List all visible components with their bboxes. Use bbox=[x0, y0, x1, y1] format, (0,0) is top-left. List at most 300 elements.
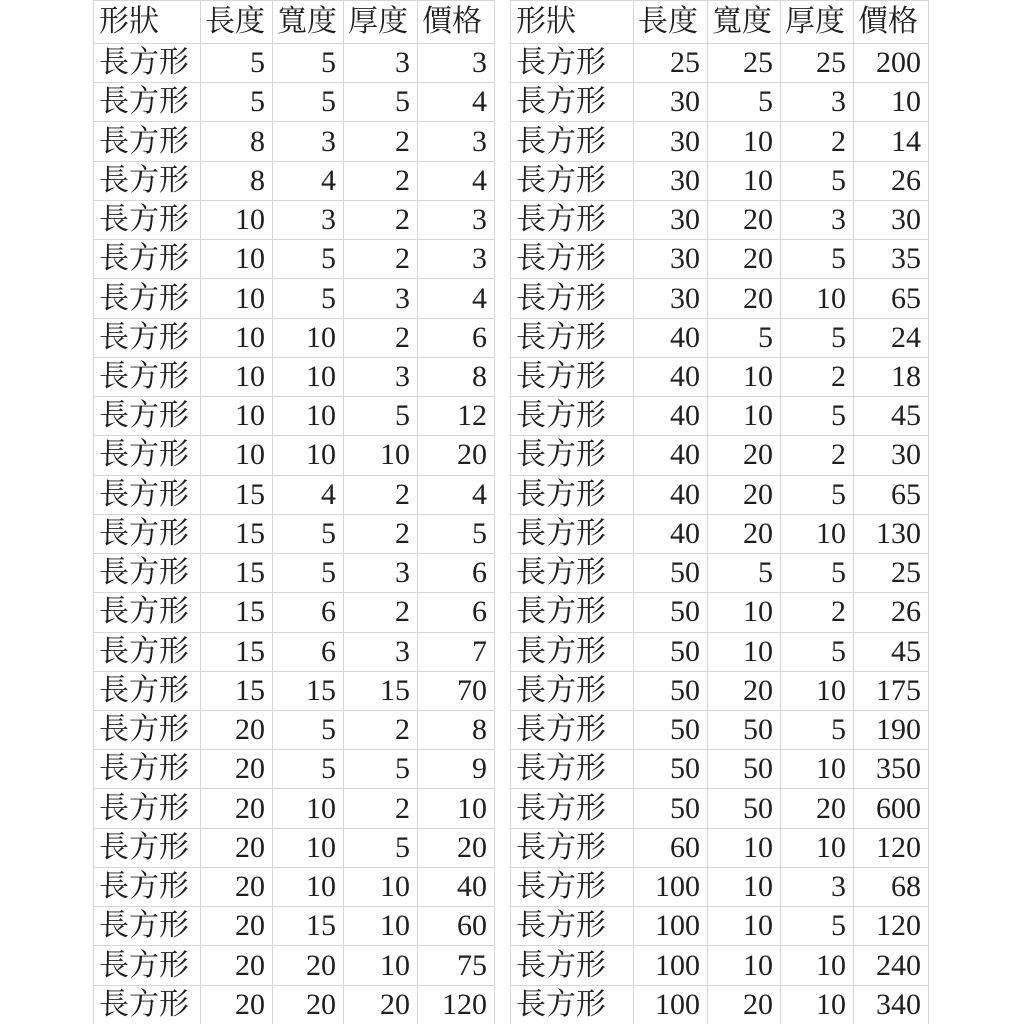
value-cell[interactable]: 20 bbox=[708, 671, 781, 710]
shape-cell[interactable]: 長方形 bbox=[94, 710, 201, 749]
shape-cell[interactable]: 長方形 bbox=[511, 514, 634, 553]
table-row bbox=[511, 514, 929, 553]
value-cell[interactable]: 50 bbox=[634, 632, 708, 671]
value-cell[interactable]: 10 bbox=[344, 946, 418, 985]
value-cell[interactable]: 10 bbox=[344, 436, 418, 475]
value-cell[interactable]: 75 bbox=[418, 946, 495, 985]
value-cell[interactable]: 3 bbox=[781, 83, 854, 122]
table-row bbox=[511, 240, 929, 279]
shape-cell[interactable]: 長方形 bbox=[511, 397, 634, 436]
value-cell[interactable]: 20 bbox=[273, 946, 344, 985]
value-cell[interactable]: 10 bbox=[781, 946, 854, 985]
value-cell[interactable]: 2 bbox=[344, 200, 418, 239]
shape-cell[interactable]: 長方形 bbox=[511, 200, 634, 239]
value-cell[interactable]: 10 bbox=[708, 828, 781, 867]
value-cell[interactable]: 50 bbox=[634, 710, 708, 749]
value-cell[interactable]: 10 bbox=[781, 750, 854, 789]
table-row bbox=[94, 122, 495, 161]
value-cell[interactable]: 10 bbox=[201, 397, 273, 436]
table-row bbox=[94, 200, 495, 239]
value-cell[interactable]: 14 bbox=[854, 122, 929, 161]
table-row bbox=[511, 475, 929, 514]
value-cell[interactable]: 5 bbox=[708, 83, 781, 122]
value-cell[interactable]: 10 bbox=[708, 867, 781, 906]
shape-cell[interactable]: 長方形 bbox=[511, 475, 634, 514]
value-cell[interactable]: 5 bbox=[273, 83, 344, 122]
value-cell[interactable]: 3 bbox=[344, 44, 418, 83]
shape-cell[interactable]: 長方形 bbox=[94, 83, 201, 122]
value-cell[interactable]: 10 bbox=[273, 789, 344, 828]
value-cell[interactable]: 24 bbox=[854, 318, 929, 357]
value-cell[interactable]: 30 bbox=[854, 200, 929, 239]
value-cell[interactable]: 10 bbox=[273, 397, 344, 436]
value-cell[interactable]: 10 bbox=[201, 279, 273, 318]
table-row bbox=[511, 946, 929, 985]
value-cell[interactable]: 4 bbox=[418, 83, 495, 122]
value-cell[interactable]: 2 bbox=[344, 710, 418, 749]
value-cell[interactable]: 10 bbox=[201, 318, 273, 357]
value-cell[interactable]: 120 bbox=[854, 907, 929, 946]
value-cell[interactable]: 10 bbox=[273, 828, 344, 867]
table-row bbox=[511, 710, 929, 749]
value-cell[interactable]: 10 bbox=[708, 593, 781, 632]
shape-cell[interactable]: 長方形 bbox=[94, 475, 201, 514]
value-cell[interactable]: 50 bbox=[634, 750, 708, 789]
table-row bbox=[511, 279, 929, 318]
value-cell[interactable]: 70 bbox=[418, 671, 495, 710]
header-cell-price[interactable]: 價格 bbox=[854, 1, 929, 44]
value-cell[interactable]: 30 bbox=[854, 436, 929, 475]
table-row bbox=[511, 985, 929, 1024]
value-cell[interactable]: 5 bbox=[708, 318, 781, 357]
shape-cell[interactable]: 長方形 bbox=[94, 240, 201, 279]
value-cell[interactable]: 20 bbox=[201, 907, 273, 946]
value-cell[interactable]: 20 bbox=[201, 789, 273, 828]
value-cell[interactable]: 20 bbox=[708, 200, 781, 239]
shape-cell[interactable]: 長方形 bbox=[94, 44, 201, 83]
shape-cell[interactable]: 長方形 bbox=[94, 867, 201, 906]
table-row bbox=[94, 240, 495, 279]
value-cell[interactable]: 10 bbox=[273, 436, 344, 475]
header-cell-price[interactable]: 價格 bbox=[418, 1, 495, 44]
value-cell[interactable]: 2 bbox=[344, 161, 418, 200]
value-cell[interactable]: 10 bbox=[781, 671, 854, 710]
header-cell-length[interactable]: 長度 bbox=[201, 1, 273, 44]
value-cell[interactable]: 2 bbox=[344, 318, 418, 357]
value-cell[interactable]: 60 bbox=[634, 828, 708, 867]
value-cell[interactable]: 20 bbox=[708, 475, 781, 514]
table-row bbox=[94, 397, 495, 436]
table-row bbox=[94, 83, 495, 122]
value-cell[interactable]: 15 bbox=[344, 671, 418, 710]
table-row bbox=[94, 789, 495, 828]
value-cell[interactable]: 5 bbox=[781, 240, 854, 279]
value-cell[interactable]: 15 bbox=[201, 671, 273, 710]
table-row bbox=[511, 593, 929, 632]
value-cell[interactable]: 100 bbox=[634, 946, 708, 985]
value-cell[interactable]: 20 bbox=[201, 710, 273, 749]
value-cell[interactable]: 3 bbox=[418, 200, 495, 239]
shape-cell[interactable]: 長方形 bbox=[511, 279, 634, 318]
value-cell[interactable]: 20 bbox=[201, 828, 273, 867]
value-cell[interactable]: 10 bbox=[781, 279, 854, 318]
value-cell[interactable]: 20 bbox=[201, 985, 273, 1024]
shape-cell[interactable]: 長方形 bbox=[511, 750, 634, 789]
value-cell[interactable]: 2 bbox=[344, 240, 418, 279]
value-cell[interactable]: 100 bbox=[634, 985, 708, 1024]
table-row bbox=[94, 907, 495, 946]
shape-cell[interactable]: 長方形 bbox=[511, 318, 634, 357]
value-cell[interactable]: 5 bbox=[781, 318, 854, 357]
value-cell[interactable]: 5 bbox=[201, 44, 273, 83]
value-cell[interactable]: 30 bbox=[634, 240, 708, 279]
table-row bbox=[94, 436, 495, 475]
header-cell-thickness[interactable]: 厚度 bbox=[344, 1, 418, 44]
value-cell[interactable]: 4 bbox=[273, 475, 344, 514]
value-cell[interactable]: 120 bbox=[854, 828, 929, 867]
value-cell[interactable]: 2 bbox=[781, 357, 854, 396]
value-cell[interactable]: 5 bbox=[344, 83, 418, 122]
shape-cell[interactable]: 長方形 bbox=[511, 789, 634, 828]
value-cell[interactable]: 10 bbox=[781, 828, 854, 867]
value-cell[interactable]: 15 bbox=[201, 475, 273, 514]
value-cell[interactable]: 3 bbox=[344, 632, 418, 671]
value-cell[interactable]: 3 bbox=[273, 200, 344, 239]
value-cell[interactable]: 4 bbox=[273, 161, 344, 200]
value-cell[interactable]: 3 bbox=[418, 122, 495, 161]
value-cell[interactable]: 50 bbox=[708, 710, 781, 749]
value-cell[interactable]: 26 bbox=[854, 593, 929, 632]
value-cell[interactable]: 3 bbox=[273, 122, 344, 161]
value-cell[interactable]: 120 bbox=[418, 985, 495, 1024]
value-cell[interactable]: 10 bbox=[708, 946, 781, 985]
value-cell[interactable]: 6 bbox=[273, 632, 344, 671]
value-cell[interactable]: 5 bbox=[273, 710, 344, 749]
value-cell[interactable]: 10 bbox=[273, 357, 344, 396]
value-cell[interactable]: 20 bbox=[708, 240, 781, 279]
shape-cell[interactable]: 長方形 bbox=[511, 867, 634, 906]
value-cell[interactable]: 5 bbox=[781, 397, 854, 436]
value-cell[interactable]: 65 bbox=[854, 475, 929, 514]
value-cell[interactable]: 20 bbox=[708, 985, 781, 1024]
value-cell[interactable]: 5 bbox=[344, 750, 418, 789]
value-cell[interactable]: 8 bbox=[418, 710, 495, 749]
value-cell[interactable]: 50 bbox=[708, 789, 781, 828]
table-row bbox=[511, 907, 929, 946]
value-cell[interactable]: 2 bbox=[781, 593, 854, 632]
value-cell[interactable]: 30 bbox=[634, 161, 708, 200]
value-cell[interactable]: 190 bbox=[854, 710, 929, 749]
value-cell[interactable]: 5 bbox=[344, 397, 418, 436]
value-cell[interactable]: 30 bbox=[634, 279, 708, 318]
shape-cell[interactable]: 長方形 bbox=[511, 632, 634, 671]
value-cell[interactable]: 20 bbox=[418, 828, 495, 867]
value-cell[interactable]: 5 bbox=[781, 475, 854, 514]
value-cell[interactable]: 20 bbox=[708, 514, 781, 553]
value-cell[interactable]: 30 bbox=[634, 200, 708, 239]
shape-cell[interactable]: 長方形 bbox=[94, 593, 201, 632]
shape-cell[interactable]: 長方形 bbox=[511, 240, 634, 279]
table-row bbox=[94, 750, 495, 789]
shape-cell[interactable]: 長方形 bbox=[94, 397, 201, 436]
value-cell[interactable]: 2 bbox=[344, 514, 418, 553]
value-cell[interactable]: 600 bbox=[854, 789, 929, 828]
value-cell[interactable]: 340 bbox=[854, 985, 929, 1024]
value-cell[interactable]: 7 bbox=[418, 632, 495, 671]
header-cell-width[interactable]: 寬度 bbox=[273, 1, 344, 44]
value-cell[interactable]: 3 bbox=[418, 240, 495, 279]
shape-cell[interactable]: 長方形 bbox=[94, 985, 201, 1024]
value-cell[interactable]: 6 bbox=[418, 593, 495, 632]
shape-cell[interactable]: 長方形 bbox=[94, 789, 201, 828]
value-cell[interactable]: 5 bbox=[273, 750, 344, 789]
value-cell[interactable]: 10 bbox=[344, 907, 418, 946]
value-cell[interactable]: 10 bbox=[201, 200, 273, 239]
shape-cell[interactable]: 長方形 bbox=[511, 357, 634, 396]
value-cell[interactable]: 20 bbox=[344, 985, 418, 1024]
value-cell[interactable]: 20 bbox=[201, 750, 273, 789]
value-cell[interactable]: 4 bbox=[418, 475, 495, 514]
shape-cell[interactable]: 長方形 bbox=[511, 83, 634, 122]
value-cell[interactable]: 25 bbox=[708, 44, 781, 83]
value-cell[interactable]: 5 bbox=[781, 161, 854, 200]
value-cell[interactable]: 20 bbox=[273, 985, 344, 1024]
table-row bbox=[94, 593, 495, 632]
value-cell[interactable]: 10 bbox=[781, 985, 854, 1024]
shape-cell[interactable]: 長方形 bbox=[511, 907, 634, 946]
value-cell[interactable]: 2 bbox=[344, 475, 418, 514]
value-cell[interactable]: 3 bbox=[781, 200, 854, 239]
value-cell[interactable]: 40 bbox=[418, 867, 495, 906]
table-row bbox=[511, 671, 929, 710]
table-row bbox=[511, 122, 929, 161]
value-cell[interactable]: 9 bbox=[418, 750, 495, 789]
table-row bbox=[94, 44, 495, 83]
value-cell[interactable]: 50 bbox=[634, 789, 708, 828]
value-cell[interactable]: 100 bbox=[634, 867, 708, 906]
value-cell[interactable]: 5 bbox=[708, 554, 781, 593]
value-cell[interactable]: 10 bbox=[708, 397, 781, 436]
value-cell[interactable]: 10 bbox=[708, 357, 781, 396]
value-cell[interactable]: 3 bbox=[344, 279, 418, 318]
value-cell[interactable]: 10 bbox=[418, 789, 495, 828]
header-cell-thickness[interactable]: 厚度 bbox=[781, 1, 854, 44]
value-cell[interactable]: 15 bbox=[201, 593, 273, 632]
value-cell[interactable]: 5 bbox=[273, 240, 344, 279]
value-cell[interactable]: 5 bbox=[781, 907, 854, 946]
value-cell[interactable]: 5 bbox=[781, 710, 854, 749]
header-cell-width[interactable]: 寬度 bbox=[708, 1, 781, 44]
shape-cell[interactable]: 長方形 bbox=[511, 671, 634, 710]
value-cell[interactable]: 240 bbox=[854, 946, 929, 985]
value-cell[interactable]: 5 bbox=[273, 279, 344, 318]
value-cell[interactable]: 20 bbox=[708, 436, 781, 475]
table-row bbox=[94, 867, 495, 906]
value-cell[interactable]: 40 bbox=[634, 514, 708, 553]
value-cell[interactable]: 25 bbox=[854, 554, 929, 593]
value-cell[interactable]: 10 bbox=[708, 161, 781, 200]
value-cell[interactable]: 40 bbox=[634, 397, 708, 436]
value-cell[interactable]: 15 bbox=[201, 632, 273, 671]
shape-cell[interactable]: 長方形 bbox=[94, 671, 201, 710]
value-cell[interactable]: 130 bbox=[854, 514, 929, 553]
table-row bbox=[511, 436, 929, 475]
shape-cell[interactable]: 長方形 bbox=[511, 161, 634, 200]
value-cell[interactable]: 2 bbox=[344, 593, 418, 632]
value-cell[interactable]: 2 bbox=[781, 122, 854, 161]
value-cell[interactable]: 15 bbox=[201, 514, 273, 553]
table-row bbox=[511, 357, 929, 396]
value-cell[interactable]: 5 bbox=[344, 828, 418, 867]
value-cell[interactable]: 3 bbox=[344, 554, 418, 593]
shape-cell[interactable]: 長方形 bbox=[511, 554, 634, 593]
shape-cell[interactable]: 長方形 bbox=[94, 436, 201, 475]
value-cell[interactable]: 8 bbox=[201, 122, 273, 161]
value-cell[interactable]: 12 bbox=[418, 397, 495, 436]
table-row bbox=[511, 161, 929, 200]
value-cell[interactable]: 10 bbox=[273, 318, 344, 357]
value-cell[interactable]: 10 bbox=[854, 83, 929, 122]
value-cell[interactable]: 25 bbox=[781, 44, 854, 83]
header-cell-length[interactable]: 長度 bbox=[634, 1, 708, 44]
value-cell[interactable]: 45 bbox=[854, 397, 929, 436]
shape-cell[interactable]: 長方形 bbox=[511, 593, 634, 632]
value-cell[interactable]: 5 bbox=[781, 554, 854, 593]
shape-cell[interactable]: 長方形 bbox=[94, 161, 201, 200]
value-cell[interactable]: 6 bbox=[418, 318, 495, 357]
value-cell[interactable]: 50 bbox=[634, 671, 708, 710]
value-cell[interactable]: 10 bbox=[201, 436, 273, 475]
value-cell[interactable]: 40 bbox=[634, 318, 708, 357]
shape-cell[interactable]: 長方形 bbox=[511, 436, 634, 475]
value-cell[interactable]: 3 bbox=[418, 44, 495, 83]
value-cell[interactable]: 20 bbox=[781, 789, 854, 828]
shape-cell[interactable]: 長方形 bbox=[94, 907, 201, 946]
shape-cell[interactable]: 長方形 bbox=[94, 357, 201, 396]
table-row bbox=[511, 554, 929, 593]
value-cell[interactable]: 20 bbox=[708, 279, 781, 318]
shape-cell[interactable]: 長方形 bbox=[511, 985, 634, 1024]
value-cell[interactable]: 350 bbox=[854, 750, 929, 789]
shape-cell[interactable]: 長方形 bbox=[94, 514, 201, 553]
shape-cell[interactable]: 長方形 bbox=[94, 279, 201, 318]
header-cell-shape[interactable]: 形狀 bbox=[511, 1, 634, 44]
value-cell[interactable]: 5 bbox=[273, 514, 344, 553]
value-cell[interactable]: 100 bbox=[634, 907, 708, 946]
value-cell[interactable]: 15 bbox=[273, 671, 344, 710]
value-cell[interactable]: 2 bbox=[344, 122, 418, 161]
shape-cell[interactable]: 長方形 bbox=[94, 946, 201, 985]
value-cell[interactable]: 5 bbox=[418, 514, 495, 553]
header-cell-shape[interactable]: 形狀 bbox=[94, 1, 201, 44]
shape-cell[interactable]: 長方形 bbox=[511, 828, 634, 867]
table-row bbox=[94, 279, 495, 318]
value-cell[interactable]: 10 bbox=[781, 514, 854, 553]
value-cell[interactable]: 20 bbox=[418, 436, 495, 475]
value-cell[interactable]: 8 bbox=[418, 357, 495, 396]
value-cell[interactable]: 65 bbox=[854, 279, 929, 318]
value-cell[interactable]: 6 bbox=[273, 593, 344, 632]
value-cell[interactable]: 45 bbox=[854, 632, 929, 671]
shape-cell[interactable]: 長方形 bbox=[511, 710, 634, 749]
value-cell[interactable]: 200 bbox=[854, 44, 929, 83]
value-cell[interactable]: 5 bbox=[273, 554, 344, 593]
value-cell[interactable]: 25 bbox=[634, 44, 708, 83]
table-row bbox=[94, 946, 495, 985]
value-cell[interactable]: 68 bbox=[854, 867, 929, 906]
value-cell[interactable]: 30 bbox=[634, 122, 708, 161]
shape-cell[interactable]: 長方形 bbox=[511, 44, 634, 83]
value-cell[interactable]: 3 bbox=[344, 357, 418, 396]
table-row bbox=[511, 318, 929, 357]
table-row bbox=[94, 828, 495, 867]
value-cell[interactable]: 26 bbox=[854, 161, 929, 200]
shape-cell[interactable]: 長方形 bbox=[94, 554, 201, 593]
header-row bbox=[511, 1, 929, 44]
shape-cell[interactable]: 長方形 bbox=[94, 200, 201, 239]
table-row bbox=[94, 632, 495, 671]
value-cell[interactable]: 35 bbox=[854, 240, 929, 279]
shape-cell[interactable]: 長方形 bbox=[511, 122, 634, 161]
value-cell[interactable]: 5 bbox=[201, 83, 273, 122]
value-cell[interactable]: 50 bbox=[634, 593, 708, 632]
value-cell[interactable]: 4 bbox=[418, 161, 495, 200]
table-row bbox=[511, 44, 929, 83]
shape-cell[interactable]: 長方形 bbox=[94, 750, 201, 789]
value-cell[interactable]: 4 bbox=[418, 279, 495, 318]
value-cell[interactable]: 10 bbox=[708, 122, 781, 161]
value-cell[interactable]: 10 bbox=[344, 867, 418, 906]
value-cell[interactable]: 5 bbox=[273, 44, 344, 83]
value-cell[interactable]: 40 bbox=[634, 436, 708, 475]
value-cell[interactable]: 2 bbox=[344, 789, 418, 828]
value-cell[interactable]: 20 bbox=[201, 867, 273, 906]
value-cell[interactable]: 15 bbox=[273, 907, 344, 946]
table-body-left bbox=[94, 44, 495, 1024]
value-cell[interactable]: 40 bbox=[634, 475, 708, 514]
table-row bbox=[94, 161, 495, 200]
value-cell[interactable]: 18 bbox=[854, 357, 929, 396]
shape-cell[interactable]: 長方形 bbox=[511, 946, 634, 985]
shape-cell[interactable]: 長方形 bbox=[94, 318, 201, 357]
table-row bbox=[94, 357, 495, 396]
table-row bbox=[94, 985, 495, 1024]
value-cell[interactable]: 30 bbox=[634, 83, 708, 122]
table-row bbox=[511, 828, 929, 867]
value-cell[interactable]: 20 bbox=[201, 946, 273, 985]
value-cell[interactable]: 10 bbox=[201, 357, 273, 396]
value-cell[interactable]: 2 bbox=[781, 436, 854, 475]
value-cell[interactable]: 3 bbox=[781, 867, 854, 906]
value-cell[interactable]: 15 bbox=[201, 554, 273, 593]
value-cell[interactable]: 40 bbox=[634, 357, 708, 396]
value-cell[interactable]: 10 bbox=[708, 632, 781, 671]
value-cell[interactable]: 5 bbox=[781, 632, 854, 671]
shape-cell[interactable]: 長方形 bbox=[94, 828, 201, 867]
value-cell[interactable]: 8 bbox=[201, 161, 273, 200]
value-cell[interactable]: 50 bbox=[634, 554, 708, 593]
value-cell[interactable]: 10 bbox=[708, 907, 781, 946]
shape-cell[interactable]: 長方形 bbox=[94, 632, 201, 671]
value-cell[interactable]: 50 bbox=[708, 750, 781, 789]
value-cell[interactable]: 10 bbox=[201, 240, 273, 279]
value-cell[interactable]: 175 bbox=[854, 671, 929, 710]
value-cell[interactable]: 6 bbox=[418, 554, 495, 593]
value-cell[interactable]: 60 bbox=[418, 907, 495, 946]
table-row bbox=[94, 710, 495, 749]
shape-cell[interactable]: 長方形 bbox=[94, 122, 201, 161]
value-cell[interactable]: 10 bbox=[273, 867, 344, 906]
